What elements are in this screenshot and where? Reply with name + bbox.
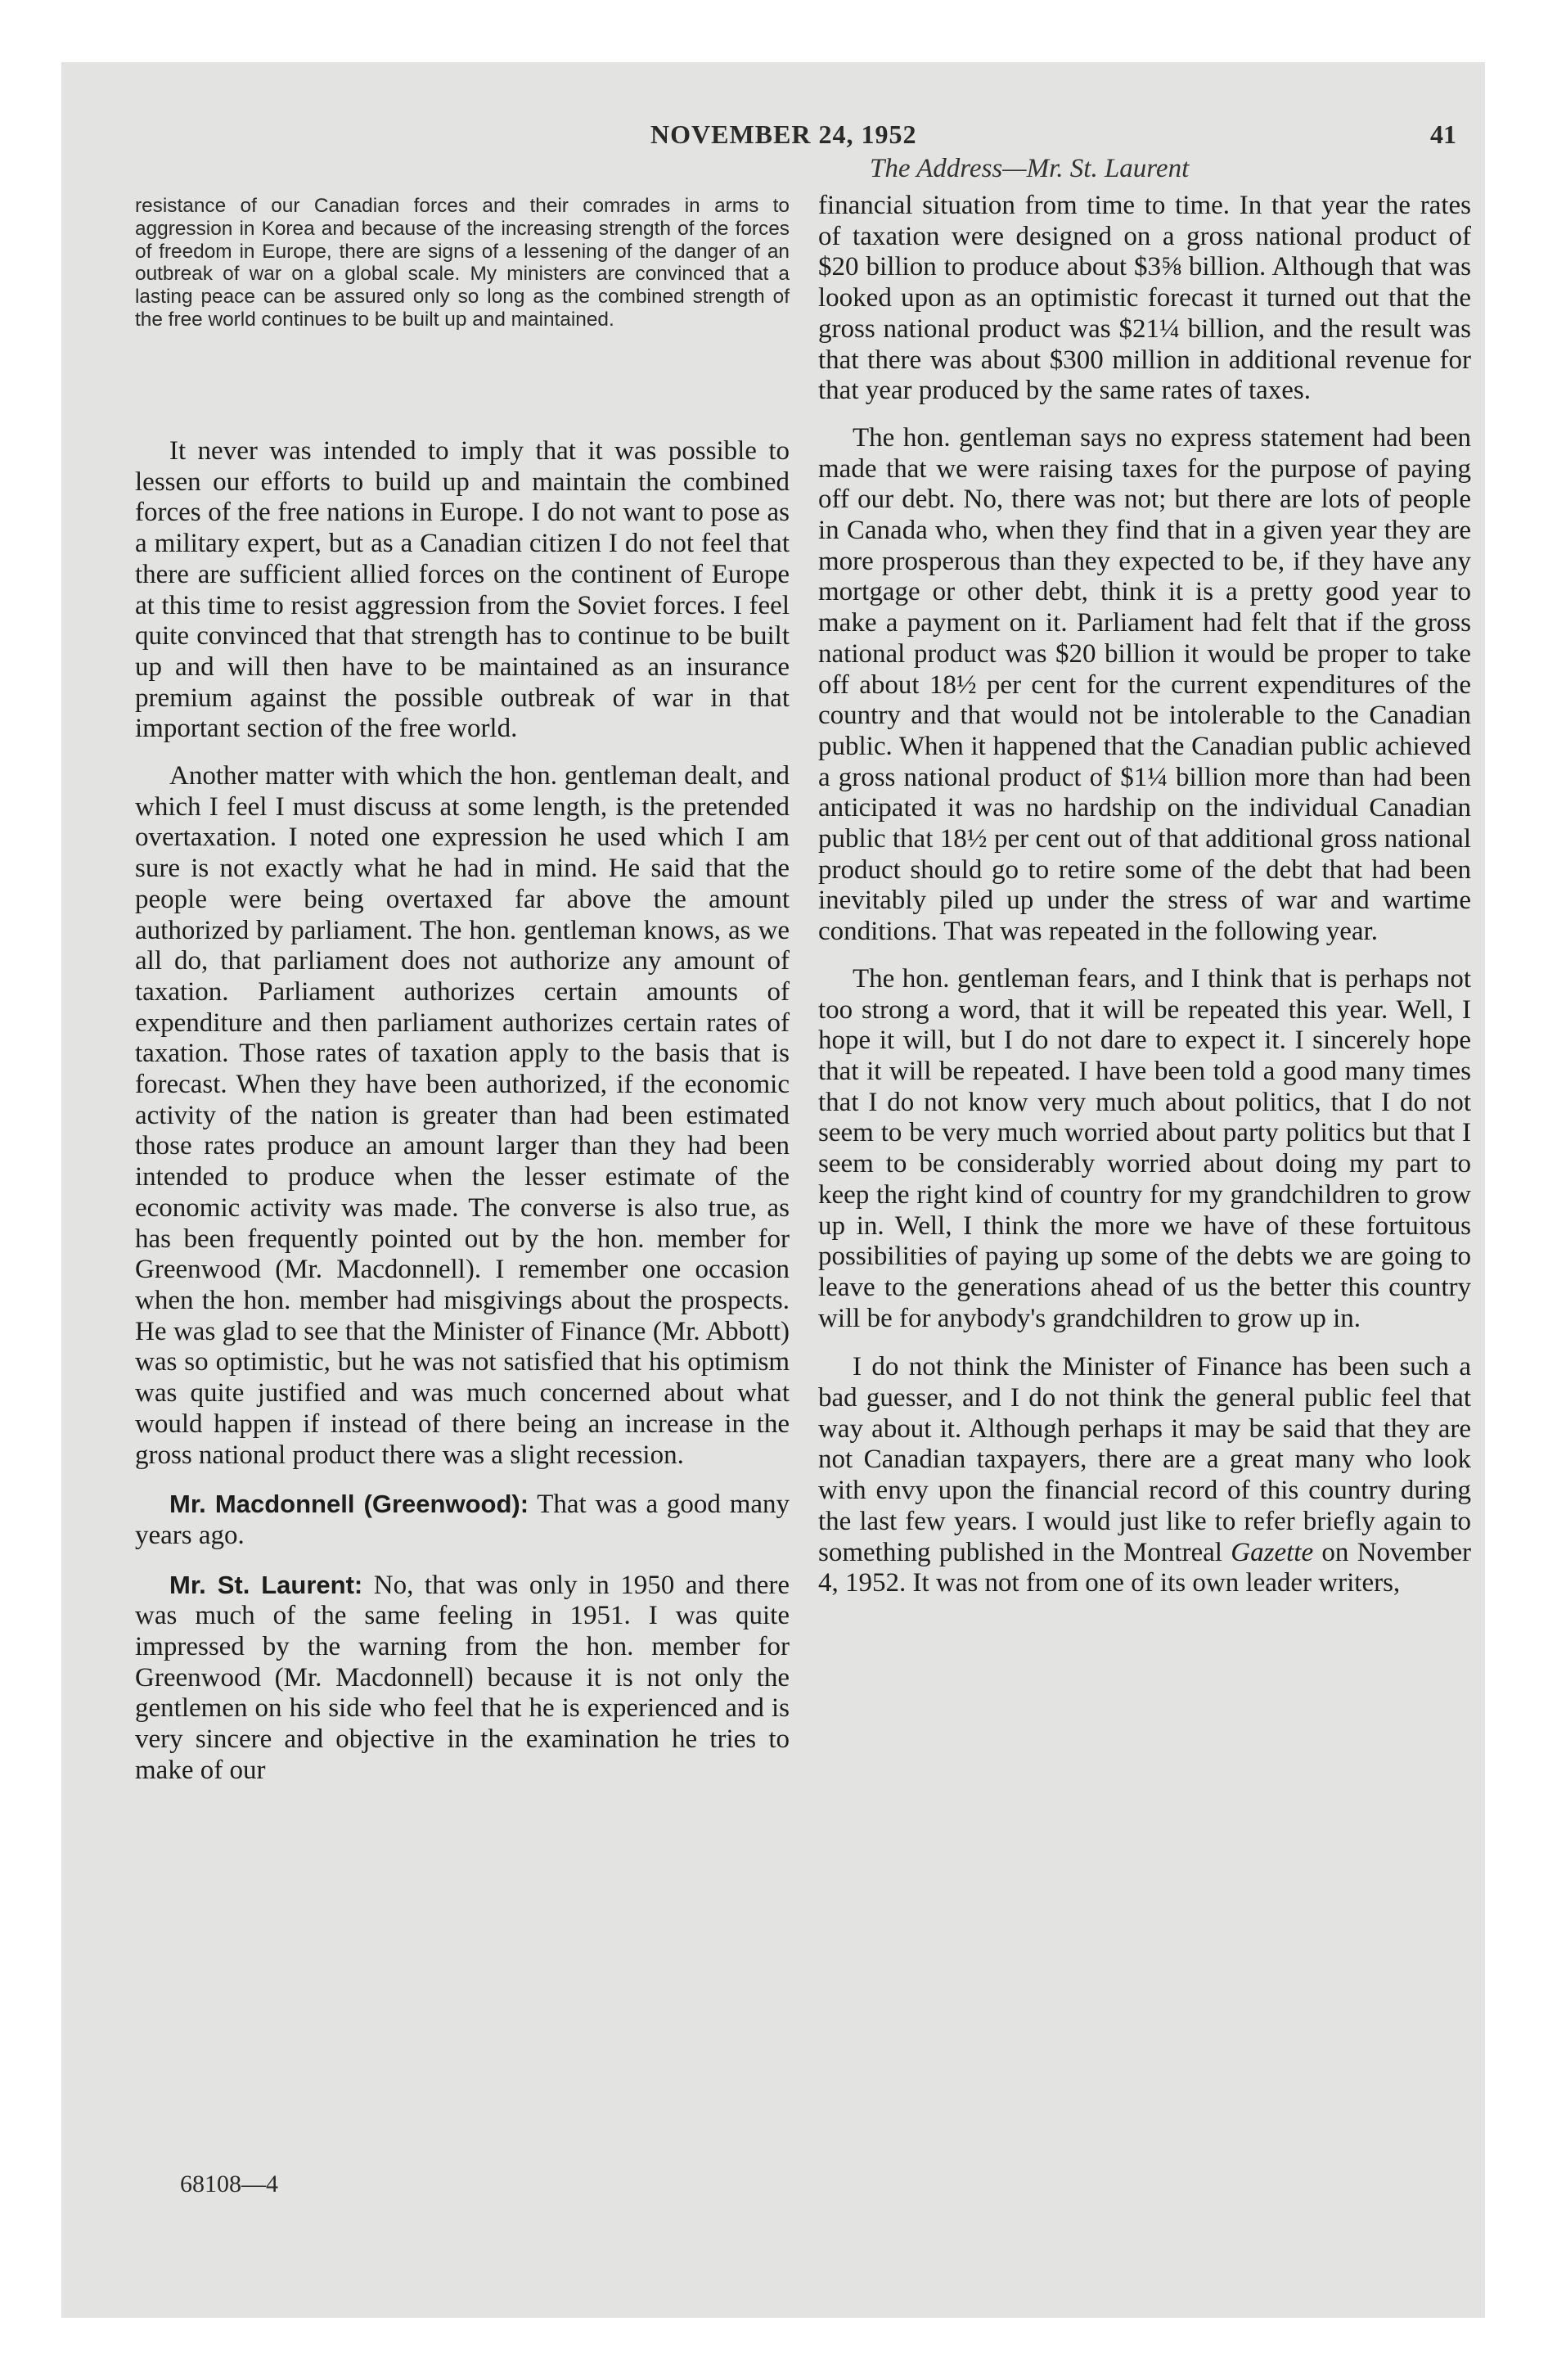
page-number: 41 xyxy=(1430,119,1456,149)
exchange-st-laurent xyxy=(135,1570,790,1787)
speech-text: No, that was only in 1950 and there was much of the same feeling in 1951. I was quite impressed by the warning from the hon. member for Greenwood (Mr. Macdonnell) because it is not only the gentlemen on his side who feel that he is experienced and is very sincere and objective in the examination he tries to make of our xyxy=(135,1570,790,1785)
newspaper-title: Gazette xyxy=(1231,1537,1314,1567)
running-title: The Address—Mr. St. Laurent xyxy=(870,154,1190,183)
right-paragraph-4 xyxy=(818,1352,1471,1599)
speaker-name: Mr. St. Laurent: xyxy=(169,1570,363,1599)
paragraph-text: I do not think the Minister of Finance has been such a bad guesser, and I do not think the general public feel that way about it. Although perhaps it may be said that they are not Canadian taxpayers, there are a great many who look with envy upon the financial record of this country during the last few years. I would just like to refer briefly again to something published in the Montreal xyxy=(818,1352,1471,1567)
right-paragraph-3: The hon. gentleman fears, and I think that is perhaps not too strong a word, that it will be repeated this year. Well, I hope it will, but I do not dare to expect it. I sincerely hope that it will be repeated. I have been told a good many times that I do not know very much about politics, that I do not seem to be very much worried about party politics but that I seem to be considerably worried about doing my part to keep the right kind of country for my grandchildren to grow up in. Well, I think the more we have of these fortuitous possibilities of paying up some of the debts we are going to leave to the generations ahead of us the better this country will be for anybody's grandchildren to grow up in. xyxy=(818,963,1471,1333)
left-paragraph-2: Another matter with which the hon. gentleman dealt, and which I feel I must discuss at some length, is the pretended overtaxation. I noted one expression he used which I am sure is not exactly what he had in mind. He said that the people were being overtaxed far above the amount authorized by parliament. The hon. gentleman knows, as we all do, that parliament does not authorize any amount of taxation. Parliament authorizes certain amounts of expenditure and then parliament authorizes certain rates of taxation. Those rates of taxation apply to the basis that is forecast. When they have been authorized, if the economic activity of the nation is greater than had been estimated those rates produce an amount larger than they had been intended to produce when the lesser estimate of the economic activity was made. The converse is also true, as has been frequently pointed out by the hon. member for Greenwood (Mr. Macdonnell). I remember one occasion when the hon. member had misgivings about the prospects. He was glad to see that the Minister of Finance (Mr. Abbott) was so optimistic, but he was not satisfied that his optimism was quite justified and was much concerned about what would happen if instead of there being an increase in the gross national product there was a slight recession. xyxy=(135,761,790,1470)
paragraph-text: on November 4, 1952. It was not from one of its own leader writers, xyxy=(818,1537,1471,1598)
left-column xyxy=(135,436,790,1787)
speaker-name: Mr. Macdonnell (Greenwood): xyxy=(169,1490,529,1519)
document-code: 68108—4 xyxy=(180,2170,278,2197)
speech-text: That was a good many years ago. xyxy=(135,1490,790,1550)
right-column xyxy=(818,191,1471,1599)
header-date: NOVEMBER 24, 1952 xyxy=(650,119,917,149)
right-paragraph-1: financial situation from time to time. In that year the rates of taxation were designed on a gross national product of $20 billion to produce about $3⅝ billion. Although that was looked upon as an optimistic forecast it turned out that the gross national product was $21¼ billion, and the result was that there was about $300 million in additional revenue for that year produced by the same rates of taxes. xyxy=(818,191,1471,406)
quoted-speech-excerpt: resistance of our Canadian forces and their comrades in arms to aggression in Korea and because of the increasing strength of the forces of freedom in Europe, there are signs of a lessening of the danger of an outbreak of war on a global scale. My ministers are convinced that a lasting peace can be assured only so long as the combined strength of the free world continues to be built up and maintained. xyxy=(135,195,790,331)
left-paragraph-1: It never was intended to imply that it was possible to lessen our efforts to build up and maintain the combined forces of the free nations in Europe. I do not want to pose as a military expert, but as a Canadian citizen I do not feel that there are sufficient allied forces on the continent of Europe at this time to resist aggression from the Soviet forces. I feel quite convinced that that strength has to continue to be built up and will then have to be maintained as an insurance premium against the possible outbreak of war in that important section of the free world. xyxy=(135,436,790,744)
exchange-macdonnell xyxy=(135,1489,790,1551)
right-paragraph-2: The hon. gentleman says no express statement had been made that we were raising taxes for the purpose of paying off our debt. No, there was not; but there are lots of people in Canada who, when they find that in a given year they are more prosperous than they expected to be, if they have any mortgage or other debt, think it is a pretty good year to make a payment on it. Parliament had felt that if the gross national product was $20 billion it would be proper to take off about 18½ per cent for the current expenditures of the country and that would not be intolerable to the Canadian public. When it happened that the Canadian public achieved a gross national product of $1¼ billion more than had been anticipated it was no hardship on the individual Canadian public that 18½ per cent out of that additional gross national product should go to retire some of the debt that had been inevitably piled up under the stress of war and wartime conditions. That was repeated in the following year. xyxy=(818,422,1471,947)
